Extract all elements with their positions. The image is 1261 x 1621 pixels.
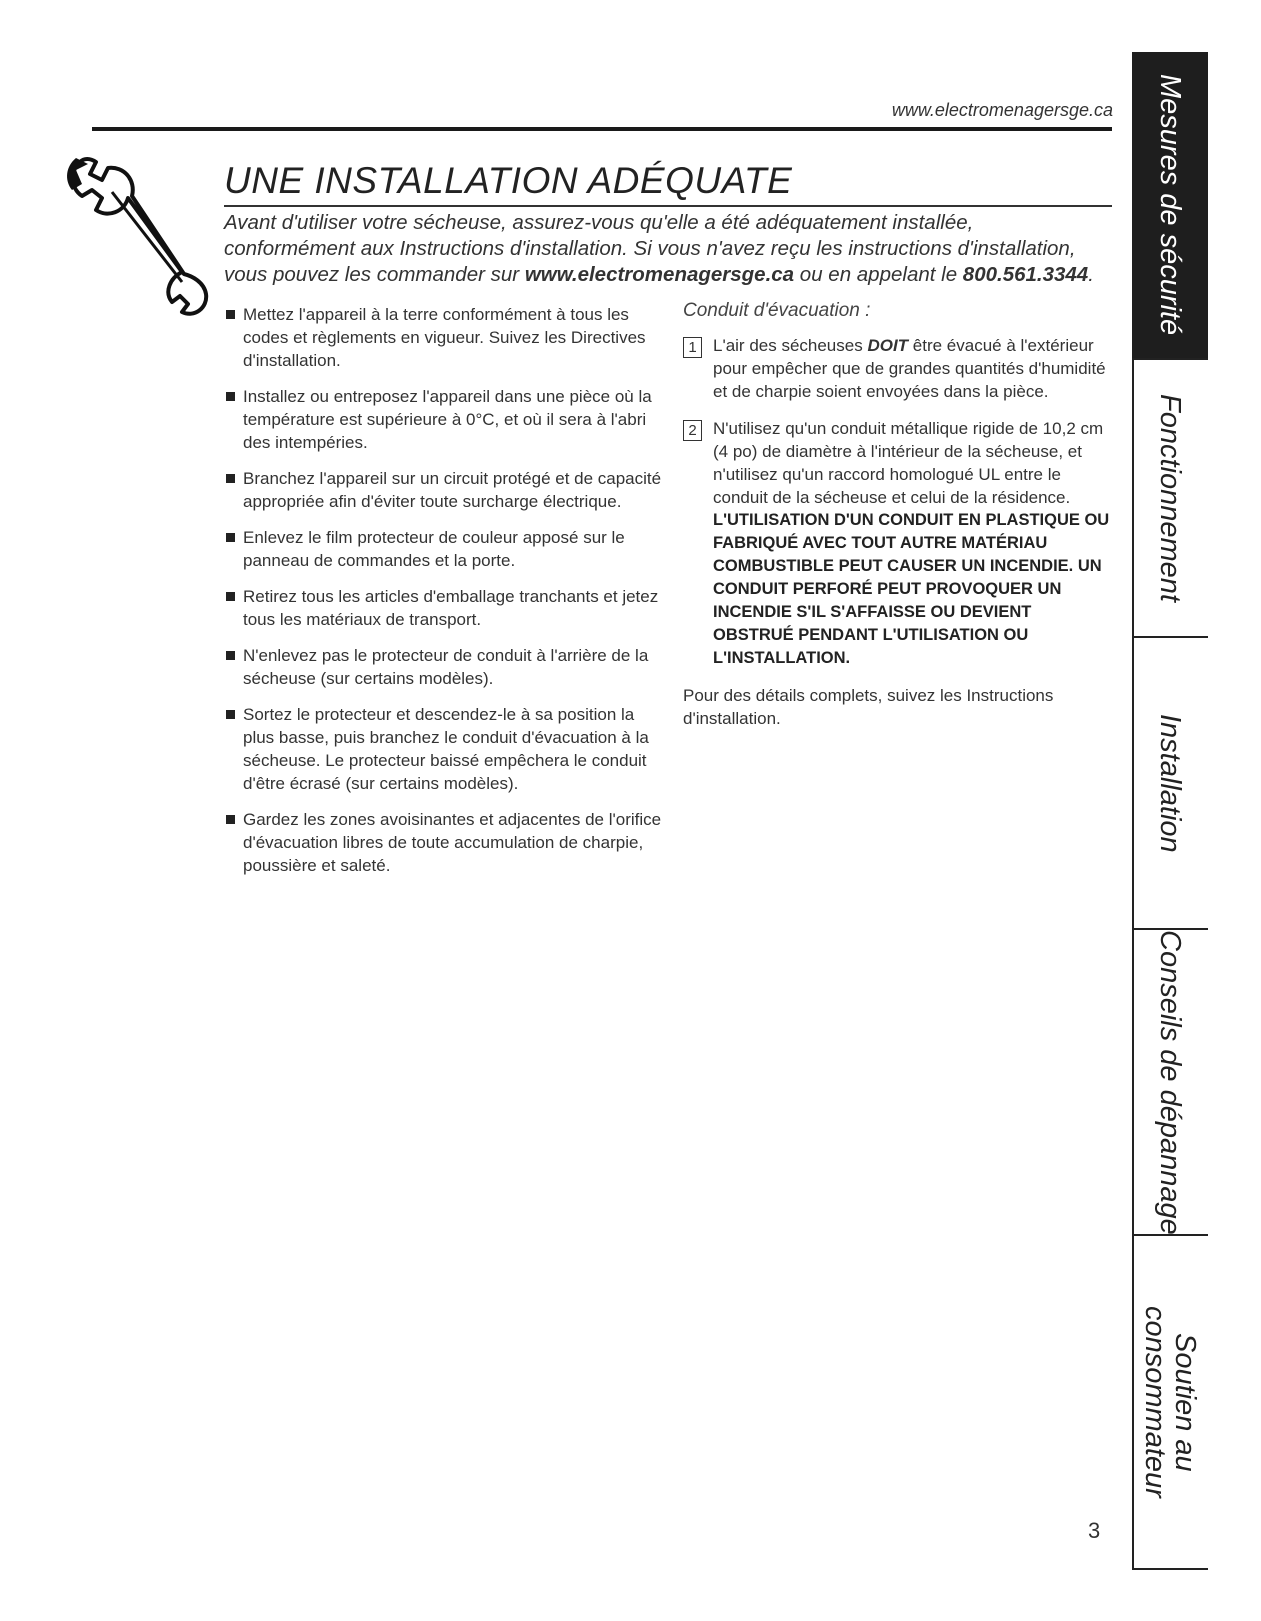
item-emphasis: DOIT [867, 336, 909, 355]
intro-url: www.electromenagersge.ca [524, 263, 795, 286]
number-box-icon: 1 [683, 337, 702, 358]
title-rule [224, 205, 1112, 207]
list-item [224, 526, 664, 572]
list-item [224, 644, 664, 690]
intro-text-end: . [1088, 263, 1094, 286]
list-item [224, 385, 664, 454]
list-item-text: Branchez l'appareil sur un circuit protégé et de capacité appropriée afin d'éviter toute surcharge électrique. [243, 469, 662, 511]
page-title: UNE INSTALLATION ADÉQUATE [224, 160, 793, 201]
wrench-icon [62, 140, 212, 320]
item-text: être évacué à l'extérieur pour empêcher que de grandes quantités d'humidité et de charpie soient envoyées dans la pièce. [713, 336, 1106, 401]
list-item [224, 303, 664, 372]
tab-label: Mesures de sécurité [1154, 74, 1186, 336]
list-item [224, 467, 664, 513]
bullet-square-icon [226, 651, 235, 660]
tab-conseils-de-depannage[interactable] [1132, 930, 1208, 1236]
tab-label: Conseils de dépannage [1154, 929, 1186, 1235]
intro-phone: 800.561.3344 [962, 263, 1089, 286]
list-item-text: Installez ou entreposez l'appareil dans une pièce où la température est supérieure à 0°C, et où il sera à l'abri des intempéries. [243, 387, 652, 452]
list-item-text: Retirez tous les articles d'emballage tranchants et jetez tous les matériaux de transport. [243, 587, 659, 629]
bullet-square-icon [226, 392, 235, 401]
list-item-text: N'enlevez pas le protecteur de conduit à l'arrière de la sécheuse (sur certains modèles). [243, 646, 649, 688]
tab-label: Soutien au consommateur [1139, 1306, 1201, 1498]
page-number: 3 [1088, 1518, 1101, 1543]
tab-fonctionnement[interactable] [1132, 360, 1208, 638]
safety-bullet-list [224, 303, 664, 890]
bullet-square-icon [226, 310, 235, 319]
list-item-text: Enlevez le film protecteur de couleur apposé sur le panneau de commandes et la porte. [243, 528, 625, 570]
bullet-square-icon [226, 533, 235, 542]
section-tabs [1132, 52, 1208, 1570]
tab-label: Installation [1154, 713, 1186, 853]
list-item-text: Gardez les zones avoisinantes et adjacentes de l'orifice d'évacuation libres de toute accumulation de charpie, poussière et saleté. [243, 810, 662, 875]
tab-installation[interactable] [1132, 638, 1208, 930]
tab-soutien-au-consommateur[interactable] [1132, 1236, 1208, 1570]
bullet-square-icon [226, 815, 235, 824]
header-rule [92, 127, 1112, 131]
installation-note: Pour des détails complets, suivez les Instructions d'installation. [683, 686, 1054, 728]
numbered-item-1 [683, 334, 1113, 403]
intro-paragraph [224, 210, 1104, 288]
exhaust-heading: Conduit d'évacuation : [683, 300, 871, 321]
numbered-item-2 [683, 417, 1113, 670]
bullet-square-icon [226, 474, 235, 483]
intro-text: Avant d'utiliser votre sécheuse, assurez-vous qu'elle a été adéquatement installée, conformément aux Instructions d'installation. Si vous n'avez reçu les instructions d'installation, vous pouvez les commander sur [224, 211, 1076, 286]
header-url: www.electromenagersge.ca [891, 100, 1113, 120]
item-text: N'utilisez qu'un conduit métallique rigide de 10,2 cm (4 po) de diamètre à l'intérieur de la sécheuse, et n'utilisez qu'un raccord homologué UL entre le conduit de la sécheuse et celui de la résidence. [713, 419, 1104, 507]
fire-warning: L'UTILISATION D'UN CONDUIT EN PLASTIQUE OU FABRIQUÉ AVEC TOUT AUTRE MATÉRIAU COMBUSTIBLE PEUT CAUSER UN INCENDIE. UN CONDUIT PERFORÉ PEUT PROVOQUER UN INCENDIE S'IL S'AFFAISSE OU DEVIENT OBSTRUÉ PENDANT L'UTILISATION OU L'INSTALLATION. [713, 511, 1110, 667]
number-box-icon: 2 [683, 420, 702, 441]
tab-label: Fonctionnement [1154, 394, 1186, 602]
tab-mesures-de-securite[interactable] [1132, 52, 1208, 360]
list-item [224, 703, 664, 795]
bullet-square-icon [226, 710, 235, 719]
list-item-text: Mettez l'appareil à la terre conformément à tous les codes et règlements en vigueur. Suivez les Directives d'installation. [243, 305, 646, 370]
item-text: L'air des sécheuses [713, 336, 868, 355]
list-item [224, 808, 664, 877]
bullet-square-icon [226, 592, 235, 601]
exhaust-section [683, 300, 1113, 730]
intro-text-mid: ou en appelant le [794, 263, 963, 286]
list-item [224, 585, 664, 631]
list-item-text: Sortez le protecteur et descendez-le à sa position la plus basse, puis branchez le conduit d'évacuation à la sécheuse. Le protecteur baissé empêchera le conduit d'être écrasé (sur certains modèles). [243, 705, 649, 793]
